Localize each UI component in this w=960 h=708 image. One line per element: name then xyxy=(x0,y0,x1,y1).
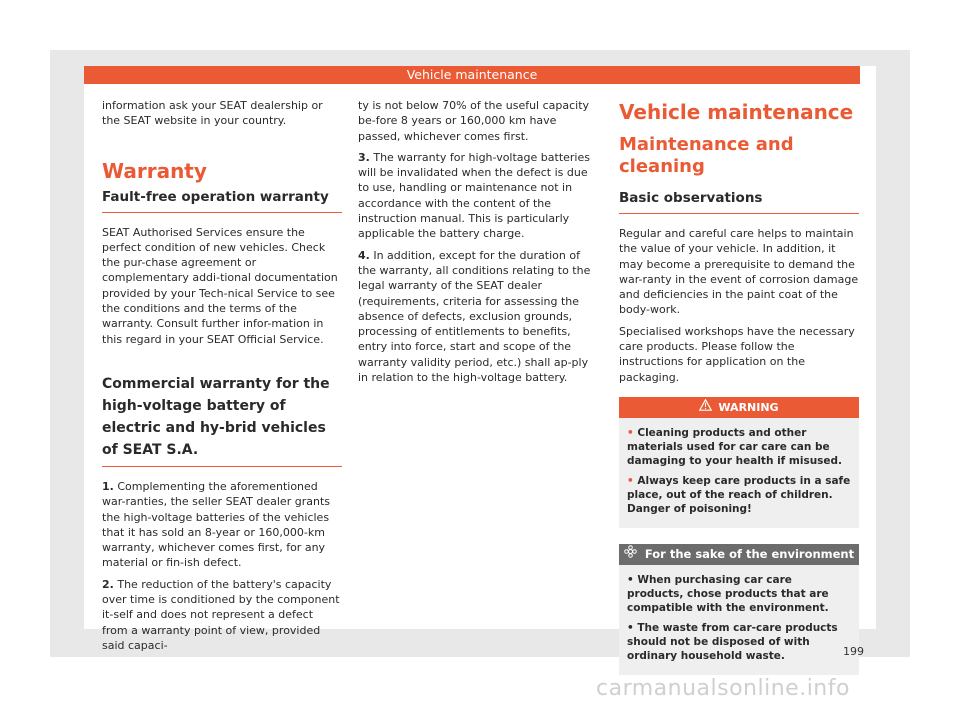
item-text: The reduction of the battery's capacity over time is conditioned by the component it-self and does not represent a defect from a warranty point of view, provided said capaci- xyxy=(102,577,340,652)
list-item xyxy=(627,426,851,468)
item-number: 2. xyxy=(102,577,114,591)
warning-box xyxy=(619,397,859,528)
bullet-icon: • xyxy=(627,426,634,439)
section-title: Vehicle maintenance xyxy=(619,100,854,124)
care-paragraph-1: Regular and careful care helps to maintain the value of your vehicle. In addition, it may become a prerequisite to demand the war-ranty in the event of corrosion damage and deficiencies in the paint coat of the body-work. xyxy=(619,227,859,317)
column-right xyxy=(619,98,859,675)
list-item-2 xyxy=(102,577,342,653)
item-text: The warranty for high-voltage batteries will be invalidated when the defect is due to use, handling or maintenance not in accordance with the content of the instruction manual. This is particularly applicable the battery charge. xyxy=(358,150,590,241)
environment-box xyxy=(619,544,859,675)
section-subtitle: Maintenance and cleaning xyxy=(619,134,794,177)
warning-header xyxy=(619,397,859,418)
warning-item-text: Cleaning products and other materials used for car care can be damaging to your health if misused. xyxy=(627,426,843,467)
environment-header xyxy=(619,544,859,565)
warranty-heading: Warranty xyxy=(102,158,207,183)
list-item xyxy=(627,474,851,516)
column-middle xyxy=(358,98,601,391)
list-item: • The waste from car-care products should not be disposed of with ordinary household waste. xyxy=(627,621,838,662)
list-item-3 xyxy=(358,150,601,242)
intro-text: information ask your SEAT dealership or the SEAT website in your country. xyxy=(102,99,323,128)
warning-body xyxy=(619,418,859,528)
environment-body xyxy=(619,565,859,675)
item-text: Complementing the aforementioned war-ranties, the seller SEAT dealer grants the high-voltage batteries of the vehicles that it has sold an 8-year or 160,000-km warranty, whichever comes first, for any material or fin-ish defect. xyxy=(102,479,330,570)
environment-item-text: The waste from car-care products should not be disposed of with ordinary household waste. xyxy=(627,621,838,662)
faultfree-heading: Fault-free operation warranty xyxy=(102,189,342,213)
continued-text: ty is not below 70% of the useful capacity be-fore 8 years or 160,000 km have passed, whichever comes first. xyxy=(358,99,590,143)
warning-triangle-icon xyxy=(699,397,712,418)
item-number: 3. xyxy=(358,150,370,164)
care-paragraph-2: Specialised workshops have the necessary care products. Please follow the instructions for application on the packaging. xyxy=(619,324,855,384)
item-number: 1. xyxy=(102,479,114,493)
watermark: carmanualsonline.info xyxy=(596,676,850,701)
bullet-icon: • xyxy=(627,474,634,487)
chapter-header: Vehicle maintenance xyxy=(84,66,860,84)
item-text: In addition, except for the duration of the warranty, all conditions relating to the legal warranty of the SEAT dealer (requirements, criteria for assessing the absence of defects, exclusion grounds, processing of entitlements to benefits, entry into force, start and scope of the warranty validity period, etc.) shall ap-ply in relation to the high-voltage battery. xyxy=(358,248,591,385)
list-item-1 xyxy=(102,479,342,571)
environment-label: For the sake of the environment xyxy=(644,546,855,561)
environment-flower-icon xyxy=(624,544,637,565)
item-number: 4. xyxy=(358,248,370,262)
warning-item-text: Always keep care products in a safe place, out of the reach of children. Danger of poisoning! xyxy=(627,474,851,515)
basic-observations-heading: Basic observations xyxy=(619,190,859,214)
commercial-warranty-heading: Commercial warranty for the high-voltage battery of electric and hy-brid vehicles of SEAT S.A. xyxy=(102,373,342,467)
page-number: 199 xyxy=(843,645,864,658)
environment-item-text: When purchasing car care products, chose products that are compatible with the environment. xyxy=(627,573,829,614)
faultfree-text: SEAT Authorised Services ensure the perfect condition of new vehicles. Check the pur-chase agreement or complementary addi-tional documentation provided by your Tech-nical Service to see the conditions and the terms of the warranty. Consult further infor-mation in this regard in your SEAT Official Service. xyxy=(102,225,338,346)
warning-label: WARNING xyxy=(718,400,779,414)
list-item: • When purchasing car care products, chose products that are compatible with the environment. xyxy=(627,573,829,614)
list-item-4 xyxy=(358,248,601,386)
column-left xyxy=(102,98,342,659)
